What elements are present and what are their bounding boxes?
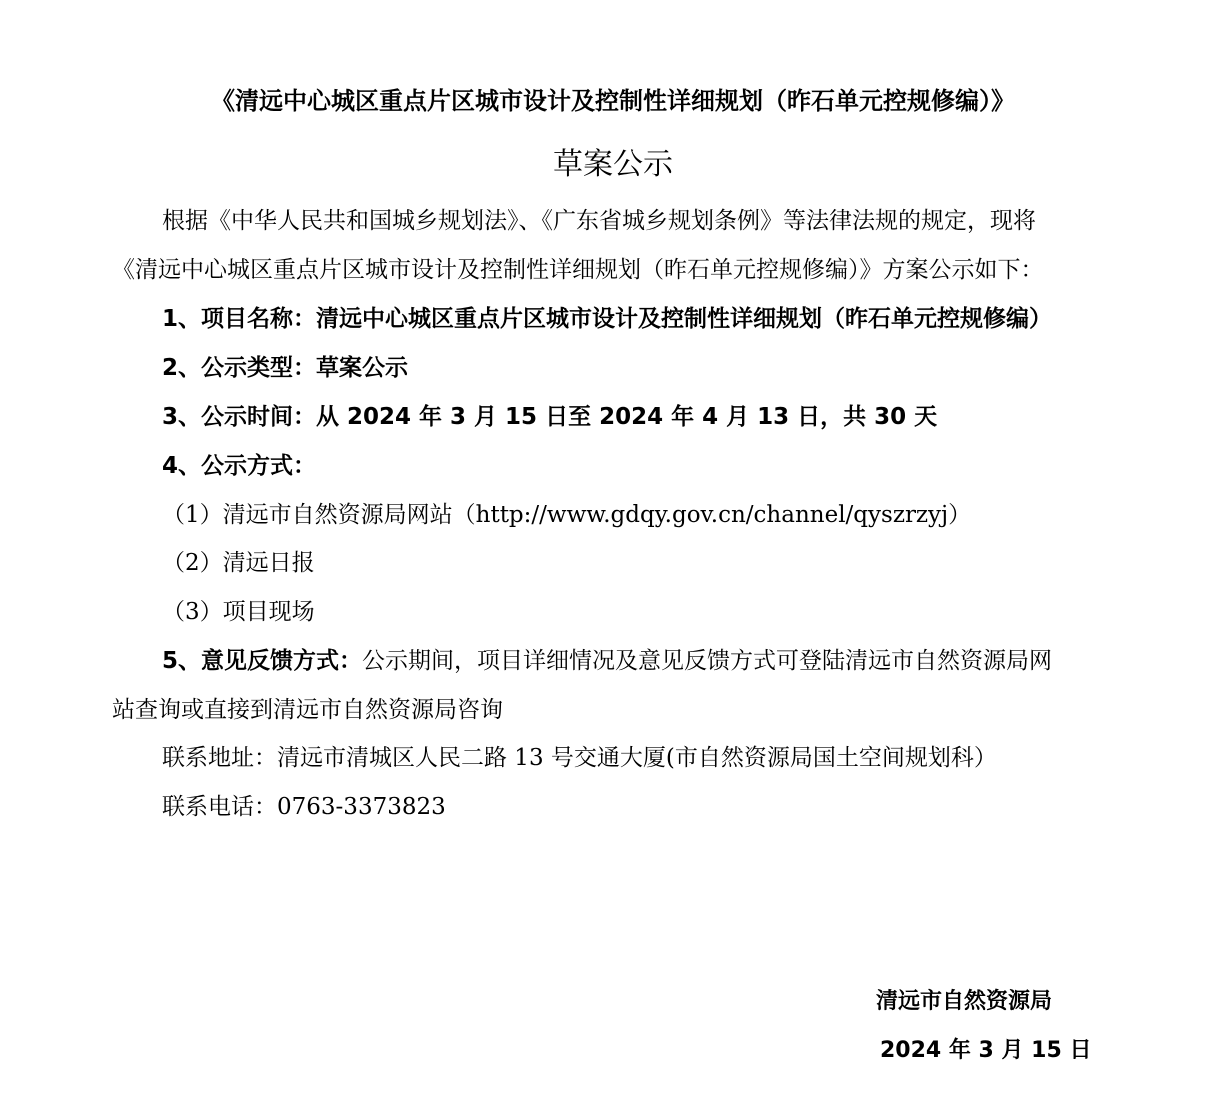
item-notice-period: 3、公示时间：从 2024 年 3 月 15 日至 2024 年 4 月 13 日，共 30 天 xyxy=(162,404,938,430)
item-notice-methods: 4、公示方式： xyxy=(162,453,317,479)
method-newspaper: （2）清远日报 xyxy=(162,550,315,576)
document-subtitle: 草案公示 xyxy=(553,147,673,182)
item-notice-type: 2、公示类型：草案公示 xyxy=(162,355,409,381)
intro-line-1: 根据《中华人民共和国城乡规划法》、《广东省城乡规划条例》等法律法规的规定，现将 xyxy=(162,208,1036,234)
item-feedback-text: 公示期间，项目详细情况及意见反馈方式可登陆清远市自然资源局网 xyxy=(362,648,1053,674)
signature-org: 清远市自然资源局 xyxy=(876,989,1053,1014)
item-feedback-label: 5、意见反馈方式： xyxy=(162,648,363,674)
item-feedback xyxy=(162,646,1052,676)
document-title: 《清远中心城区重点片区城市设计及控制性详细规划（昨石单元控规修编）》 xyxy=(211,87,1015,115)
method-site: （3）项目现场 xyxy=(162,599,315,625)
intro-line-2: 《清远中心城区重点片区城市设计及控制性详细规划（昨石单元控规修编）》方案公示如下： xyxy=(112,257,1044,283)
contact-phone: 联系电话：0763-3373823 xyxy=(162,794,446,820)
item-project-name: 1、项目名称：清远中心城区重点片区城市设计及控制性详细规划（昨石单元控规修编） xyxy=(162,306,1053,332)
signature-date: 2024 年 3 月 15 日 xyxy=(880,1038,1092,1063)
method-website: （1）清远市自然资源局网站（http://www.gdqy.gov.cn/channel/qyszrzyj） xyxy=(162,502,972,528)
contact-address: 联系地址：清远市清城区人民二路 13 号交通大厦(市自然资源局国土空间规划科） xyxy=(162,745,997,771)
item-feedback-continued: 站查询或直接到清远市自然资源局咨询 xyxy=(112,697,503,723)
